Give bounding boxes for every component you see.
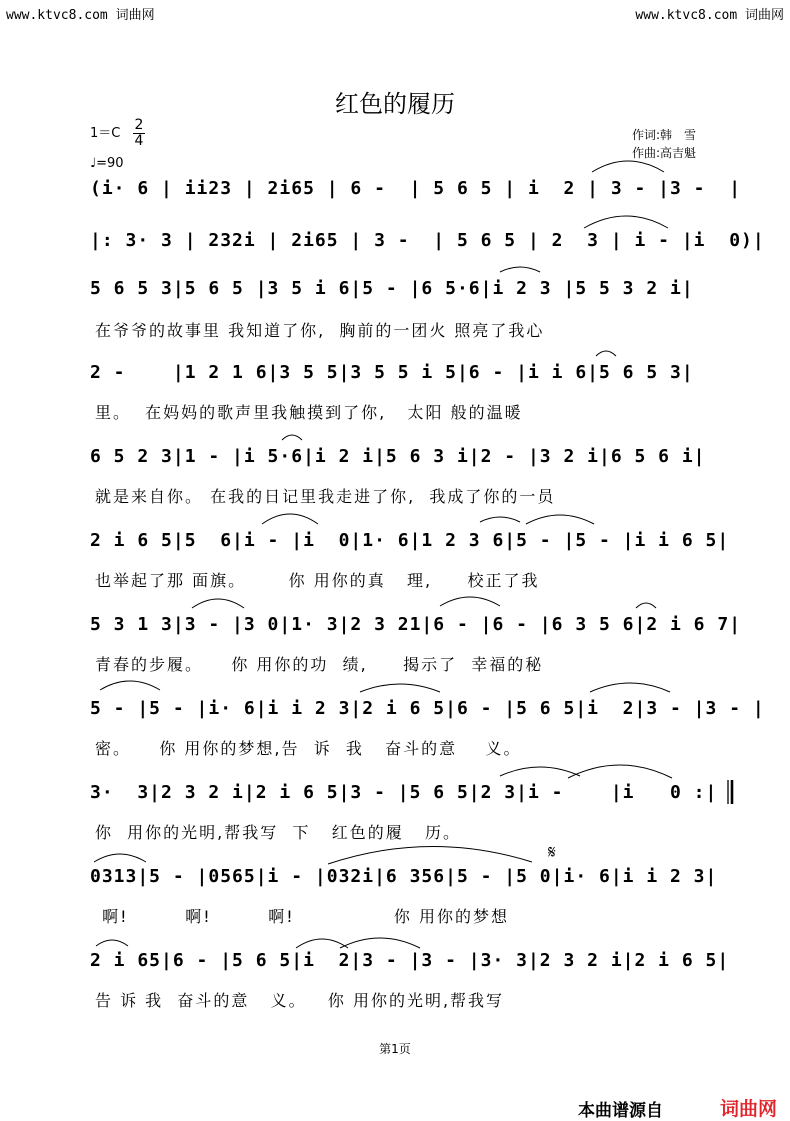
time-signature-top: 2 <box>134 117 144 133</box>
staff-notes: 0313|5 - |0565|i - |032i|6 356|5 - |5 0|i· 6|i i 2 3| <box>90 866 718 887</box>
lyrics-line: 青春的步履。 你 用你的功 绩, 揭示了 幸福的秘 <box>95 655 544 674</box>
staff-notes: 5 - |5 - |i· 6|i i 2 3|2 i 6 5|6 - |5 6 5|i 2|3 - |3 - | <box>90 698 765 719</box>
time-signature-bottom: 4 <box>134 133 144 149</box>
song-title: 红色的履历 <box>335 90 455 118</box>
page-number: 第1页 <box>379 1042 411 1056</box>
staff-notes: 6 5 2 3|1 - |i 5·6|i 2 i|5 6 3 i|2 - |3 2 i|6 5 6 i| <box>90 446 706 467</box>
header-site-right[interactable]: www.ktvc8.com 词曲网 <box>635 8 784 23</box>
lyrics-line: 你 用你的光明,帮我写 下 红色的履 历。 <box>95 823 461 842</box>
lyrics-line: 也举起了那 面旗。 你 用你的真 理, 校正了我 <box>95 571 540 590</box>
brand-logo[interactable]: 词曲网 <box>720 1098 778 1120</box>
lyrics-line: 密。 你 用你的梦想,告 诉 我 奋斗的意 义。 <box>95 739 522 758</box>
tempo-marking: ♩=90 <box>90 156 124 171</box>
staff-notes: |: 3· 3 | 232i | 2i65 | 3 - | 5 6 5 | 2 3 | i - |i 0)| <box>90 230 765 251</box>
composer: 作曲:高吉魁 <box>632 146 697 160</box>
lyrics-line: 里。 在妈妈的歌声里我触摸到了你, 太阳 般的温暖 <box>95 403 523 422</box>
key-signature: 1＝C <box>90 126 121 141</box>
lyrics-line: 告 诉 我 奋斗的意 义。 你 用你的光明,帮我写 <box>95 991 505 1010</box>
staff-notes: 2 - |1 2 1 6|3 5 5|3 5 5 i 5|6 - |i i 6|5 6 5 3| <box>90 362 694 383</box>
staff-notes: 3· 3|2 3 2 i|2 i 6 5|3 - |5 6 5|2 3|i - |i 0 :| <box>90 782 718 803</box>
staff-notes: 5 3 1 3|3 - |3 0|1· 3|2 3 21|6 - |6 - |6 3 5 6|2 i 6 7| <box>90 614 742 635</box>
lyrics-line: 啊! 啊! 啊! 你 用你的梦想 <box>95 907 509 926</box>
lyricist: 作词:韩 雪 <box>632 128 697 142</box>
staff-notes: (i· 6 | ii23 | 2i65 | 6 - | 5 6 5 | i 2 | 3 - |3 - | <box>90 178 742 199</box>
lyrics-line: 在爷爷的故事里 我知道了你, 胸前的一团火 照亮了我心 <box>95 321 545 340</box>
staff-notes: 2 i 65|6 - |5 6 5|i 2|3 - |3 - |3· 3|2 3 2 i|2 i 6 5| <box>90 950 730 971</box>
source-note: 本曲谱源自 <box>578 1101 663 1121</box>
staff-notes: 5 6 5 3|5 6 5 |3 5 i 6|5 - |6 5·6|i 2 3 |5 5 3 2 i| <box>90 278 694 299</box>
staff-notes: 2 i 6 5|5 6|i - |i 0|1· 6|1 2 3 6|5 - |5 - |i i 6 5| <box>90 530 730 551</box>
lyrics-line: 就是来自你。 在我的日记里我走进了你, 我成了你的一员 <box>95 487 556 506</box>
header-site-left[interactable]: www.ktvc8.com 词曲网 <box>6 8 155 23</box>
svg-text:𝄋: 𝄋 <box>548 842 556 863</box>
